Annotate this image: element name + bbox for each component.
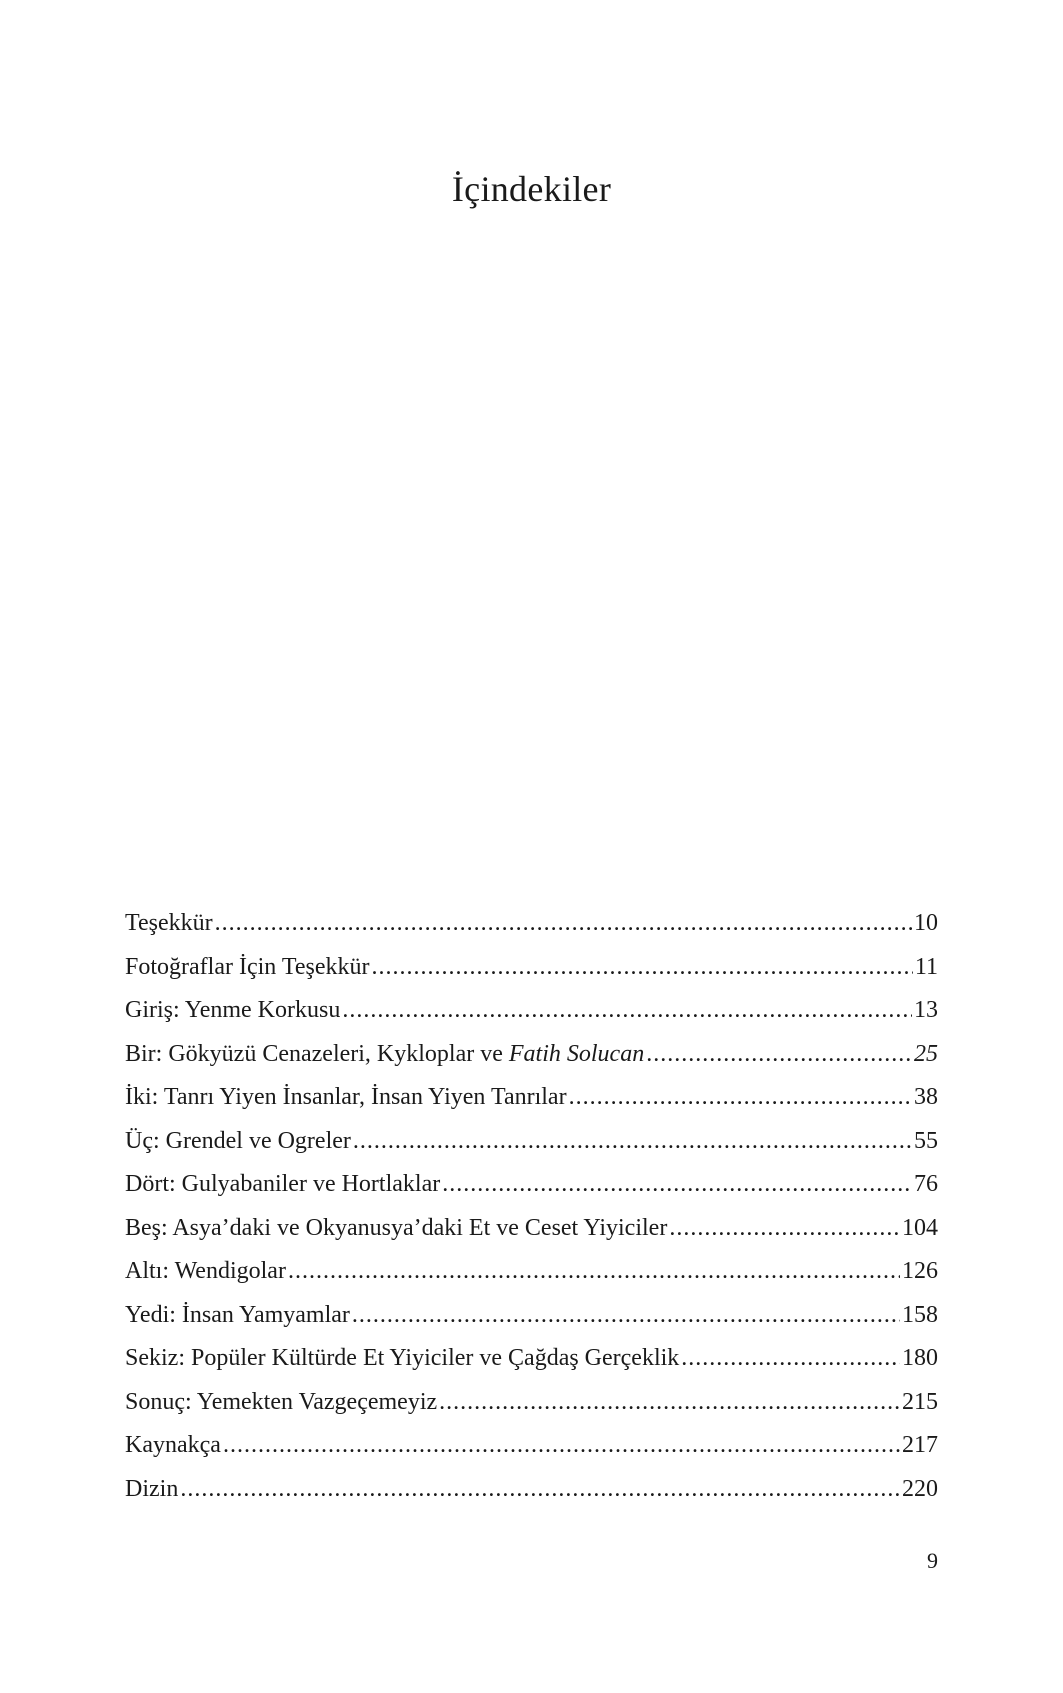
toc-entry-title: Sekiz: Popüler Kültürde Et Yiyiciler ve Çağdaş Gerçeklik bbox=[125, 1345, 680, 1371]
table-of-contents bbox=[125, 910, 938, 1519]
toc-entry bbox=[125, 1171, 938, 1215]
toc-entry-page: 104 bbox=[902, 1214, 938, 1241]
toc-leader-dots bbox=[669, 1215, 900, 1242]
toc-entry-page: 55 bbox=[914, 1127, 938, 1154]
toc-entry bbox=[125, 954, 938, 998]
toc-entry bbox=[125, 1041, 938, 1085]
toc-entry bbox=[125, 1345, 938, 1389]
toc-entry-title: Teşekkür bbox=[125, 910, 213, 936]
toc-leader-dots bbox=[215, 910, 912, 937]
toc-entry bbox=[125, 1476, 938, 1520]
toc-entry-page: 38 bbox=[914, 1084, 938, 1110]
toc-entry-page: 76 bbox=[914, 1171, 938, 1197]
toc-leader-dots bbox=[352, 1302, 900, 1329]
toc-entry-title: Kaynakça bbox=[125, 1432, 221, 1458]
page-title: İçindekiler bbox=[451, 169, 612, 209]
toc-entry-page: 158 bbox=[902, 1301, 938, 1328]
toc-entry-page: 11 bbox=[914, 953, 938, 980]
toc-entry bbox=[125, 1302, 938, 1346]
page-number: 9 bbox=[927, 1548, 938, 1573]
toc-entry bbox=[125, 997, 938, 1041]
toc-entry bbox=[125, 1389, 938, 1433]
toc-entry-page: 220 bbox=[902, 1475, 938, 1502]
toc-leader-dots bbox=[646, 1041, 912, 1068]
toc-entry-title: Dört: Gulyabaniler ve Hortlaklar bbox=[125, 1171, 441, 1197]
toc-leader-dots bbox=[439, 1389, 900, 1416]
toc-entry bbox=[125, 1432, 938, 1476]
toc-leader-dots bbox=[569, 1084, 912, 1111]
toc-leader-dots bbox=[371, 954, 912, 981]
toc-entry-page: 217 bbox=[902, 1432, 938, 1458]
toc-entry-page: 25 bbox=[914, 1040, 938, 1067]
toc-leader-dots bbox=[442, 1171, 912, 1198]
toc-entry-title: İki: Tanrı Yiyen İnsanlar, İnsan Yiyen Tanrılar bbox=[125, 1084, 567, 1110]
toc-leader-dots bbox=[288, 1258, 900, 1285]
toc-entry bbox=[125, 1128, 938, 1172]
toc-leader-dots bbox=[353, 1128, 912, 1155]
toc-entry-title: Beş: Asya’daki ve Okyanusya’daki Et ve Ceset Yiyiciler bbox=[125, 1214, 668, 1241]
toc-entry-page: 215 bbox=[902, 1388, 938, 1415]
toc-entry-title: Dizin bbox=[125, 1475, 179, 1502]
toc-entry-title: Sonuç: Yemekten Vazgeçemeyiz bbox=[125, 1388, 438, 1415]
toc-entry-title: Üç: Grendel ve Ogreler bbox=[125, 1127, 351, 1154]
toc-entry-page: 180 bbox=[902, 1345, 938, 1371]
toc-entry-title: Fotoğraflar İçin Teşekkür bbox=[125, 953, 370, 980]
toc-entry-title: Altı: Wendigolar bbox=[125, 1258, 286, 1284]
toc-entry-title: Yedi: İnsan Yamyamlar bbox=[125, 1301, 350, 1328]
toc-leader-dots bbox=[681, 1345, 900, 1372]
toc-entry bbox=[125, 1215, 938, 1259]
toc-leader-dots bbox=[342, 997, 912, 1024]
toc-leader-dots bbox=[223, 1432, 900, 1459]
toc-entry-title: Giriş: Yenme Korkusu bbox=[125, 997, 341, 1023]
toc-entry bbox=[125, 1084, 938, 1128]
toc-entry-page: 13 bbox=[914, 997, 938, 1023]
toc-entry-page: 126 bbox=[902, 1258, 938, 1284]
toc-leader-dots bbox=[180, 1476, 900, 1503]
toc-entry-page: 10 bbox=[914, 910, 938, 936]
toc-entry bbox=[125, 910, 938, 954]
toc-entry-title: Bir: Gökyüzü Cenazeleri, Kykloplar ve Fatih Solucan bbox=[125, 1040, 645, 1067]
toc-entry bbox=[125, 1258, 938, 1302]
